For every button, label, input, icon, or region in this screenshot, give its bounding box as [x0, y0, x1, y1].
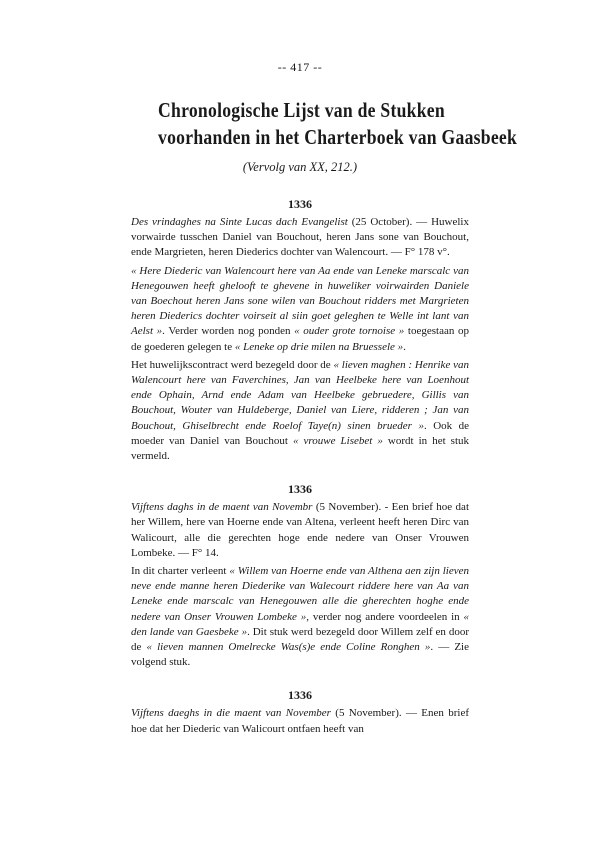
page-subtitle: (Vervolg van XX, 212.) [242, 160, 358, 174]
chronology-entry [131, 482, 469, 670]
entry-quote: « vrouwe Lisebet » [293, 434, 383, 447]
entry-quote: « Here Diederic van Walencourt here van Aa ende van Leneke marscalc van Henegouwen heeft ghelooft te ghevene in huweliker voirwairden Daniele van Boechout heren Jans sone wilen van Bouchout ridders met Margrieten heren Diederics dochter voirseit al siin goet geleghen te Welle int lant van Aelst » [131, 264, 469, 338]
chronology-entry [131, 688, 469, 736]
entry-quote: « Willem van Hoerne ende van Althena aen zijn lieven neve ende manne heren Diederike van Walecourt riddere here van Aa van Leneke ende marscalc van Henegouwen alle die gherechten hoghe ende nedere van Onser Vrouwen Lombeke » [131, 565, 469, 623]
entry-year: 1336 [288, 197, 312, 211]
entry-text: toegestaan op de goederen gelegen te [131, 325, 469, 353]
entry-quote-paragraph [131, 264, 469, 355]
entry-quote: « Leneke op drie milen na Bruessele » [234, 340, 404, 353]
entry-quote-paragraph [131, 564, 469, 670]
entry-date: Des vrindaghes na Sinte Lucas dach Evangelist [131, 216, 348, 228]
entry-year: 1336 [288, 688, 312, 703]
entry-summary-text: (25 October). — Huwelix vorwairde tusschen Daniel van Bouchout, heren Jans sone van Bouchout, ende Margrieten, heren Diederics dochter van Walencourt. — F° 178 v°. [131, 216, 469, 259]
entry-summary-text: (5 November). - Een brief hoe dat her Willem, here van Hoerne ende van Altena, verleent heeft heren Dirc van Walicourt, alle die gerechten hoge ende nedere van Onser Vrouwen Lombeke. — F° 14. [131, 501, 470, 559]
entry-date: Vijftens daghs in de maent van Novembr [131, 501, 313, 514]
entry-text: . Verder worden nog ponden [162, 325, 295, 338]
entry-summary [131, 706, 469, 736]
entry-text: . [403, 340, 406, 353]
entry-seal-paragraph [131, 358, 469, 464]
entry-text: . Ook de moeder van Daniel van Bouchout [131, 419, 470, 447]
entry-quote: « ouder grote tornoise » [294, 325, 405, 338]
entry-summary [131, 500, 469, 561]
title-line-2: voorhanden in het Charterboek van Gaasbeek [158, 125, 518, 149]
entry-quote: « lieven mannen Omelrecke Was(s)e ende Coline Ronghen » [146, 641, 431, 654]
entry-text: In dit charter verleent [131, 565, 230, 578]
entry-text: wordt in het stuk vermeld. [131, 434, 469, 463]
entry-quote: « lieven maghen : Henrike van Walencourt here van Faverchines, Jan van Heelbeke here van Loenhout ende Ophain, Arnd ende Adam van Heelbeke gebruedere, Gillis van Bouchout, Wouter van Huldeberge, Daniel van Liere, ridderen ; Jan van Bouchout, Ghiselbrecht ende Roelof Taye(n) sinen brueder » [131, 358, 469, 432]
entry-text: , verder nog andere voordeelen in [306, 610, 464, 623]
page-number: -- 417 -- [277, 60, 323, 74]
entry-text: Het huwelijkscontract werd bezegeld door de [131, 358, 334, 371]
entry-summary-text: (5 November). — Enen brief hoe dat her Diederic van Walicourt ontfaen heeft van [131, 707, 470, 735]
entry-quote: « den lande van Gaesbeke » [131, 610, 469, 638]
title-line-1: Chronologische Lijst van de Stukken [158, 98, 445, 122]
chronology-entry [131, 197, 469, 464]
entry-text: . — Zie volgend stuk. [131, 641, 469, 669]
entry-date: Vijftens daeghs in die maent van November [131, 707, 331, 720]
entry-text: . Dit stuk werd bezegeld door Willem zelf en door de [131, 625, 469, 654]
document-page [131, 60, 518, 755]
entry-summary [131, 215, 469, 261]
page-title [158, 97, 518, 151]
entry-year: 1336 [288, 482, 312, 497]
